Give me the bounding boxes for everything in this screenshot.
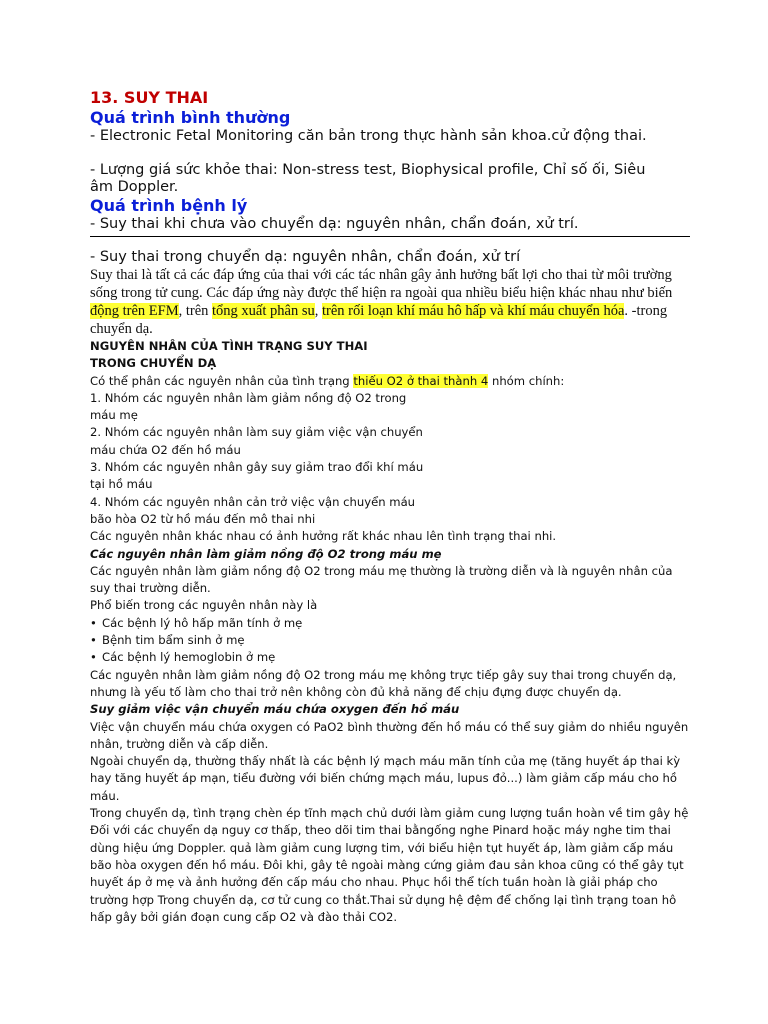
bullet-text: Bệnh tim bẩm sinh ở mẹ — [102, 633, 245, 648]
bullet-mark: • — [90, 615, 97, 630]
cause-item: 1. Nhóm các nguyên nhân làm giảm nồng độ O2 trong — [90, 390, 407, 405]
transport-paragraph-3: Trong chuyển dạ, tình trạng chèn ép tĩnh mạch chủ dưới làm giảm cung lượng tuần hoàn về tim gây hệ Đối với các chuyển dạ nguy cơ thấp, theo dõi tim thai bằngống nghe Pinard hoặc máy nghe tim thai dùng hiệu ứng Doppler. quả làm giảm cung lượng tim, với biểu hiện tụt huyết áp, làm giảm cấp máu bão hòa oxygen đến hồ máu. Đôi khi, gây tê ngoài màng cứng giảm đau sản khoa cũng có thể gây tụt huyết áp ở mẹ và ảnh hưởng đến cấp máu cho nhau. Phục hồi thể tích tuần hoàn là giải pháp cho trường hợp Trong chuyển dạ, cơ tử cung co thắt.Thai sử dụng hệ đệm để chống lại tình trạng toan hô hấp gây bởi gián đoạn cung cấp O2 và đào thải CO2. — [90, 806, 689, 924]
causes-lead — [90, 373, 690, 390]
bullet-item — [90, 615, 690, 632]
cause-item: 4. Nhóm các nguyên nhân cản trở việc vận chuyển máu — [90, 494, 416, 509]
intro-text: , trên — [178, 303, 213, 319]
intro-text: Suy thai là tất cả các đáp ứng của thai với các tác nhân gây ảnh hưởng bất lợi cho thai từ môi trường sống trong tử cung. Các đáp ứng này được thể hiện ra ngoài qua nhiều biểu hiện khác nhau như biến — [90, 267, 673, 301]
causes-lead-text: Có thể phân các nguyên nhân của tình trạng — [90, 373, 354, 388]
causes-note: Các nguyên nhân khác nhau có ảnh hưởng rất khác nhau lên tình trạng thai nhi. — [90, 529, 557, 544]
document-title: 13. SUY THAI — [90, 88, 209, 107]
cause-item: bão hòa O2 từ hồ máu đến mô thai nhi — [90, 511, 316, 526]
divider-line — [90, 236, 690, 237]
bullet-mark: • — [90, 633, 97, 648]
highlight-o2-deficit: thiếu O2 ở thai thành 4 — [353, 373, 489, 388]
cause-item: 2. Nhóm các nguyên nhân làm suy giảm việc vận chuyển — [90, 425, 423, 440]
causes-heading-line2: TRONG CHUYỂN DẠ — [90, 356, 217, 371]
cause-item: 3. Nhóm các nguyên nhân gây suy giảm trao đổi khí máu — [90, 460, 424, 475]
highlight-efm: động trên EFM — [90, 303, 179, 319]
intro-text: , — [314, 303, 322, 319]
subheading-blood-transport: Suy giảm việc vận chuyển máu chứa oxygen đến hồ máu — [90, 702, 460, 717]
section-heading-pathology: Quá trình bệnh lý — [90, 196, 248, 215]
maternal-o2-paragraph-2: Phổ biến trong các nguyên nhân này là — [90, 598, 318, 613]
cause-item: máu mẹ — [90, 408, 138, 423]
intro-paragraph — [90, 266, 690, 338]
causes-heading-line1: NGUYÊN NHÂN CỦA TÌNH TRẠNG SUY THAI — [90, 339, 368, 353]
transport-paragraph-2: Ngoài chuyển dạ, thường thấy nhất là các bệnh lý mạch máu mãn tính của mẹ (tăng huyết áp thai kỳ hay tăng huyết áp mạn, tiểu đường với biến chứng mạch máu, lupus đỏ...) làm giảm cấp máu cho hồ máu. — [90, 754, 681, 803]
cause-item: tại hồ máu — [90, 477, 153, 492]
bullet-item — [90, 632, 690, 649]
bullet-text: Các bệnh lý hô hấp mãn tính ở mẹ — [102, 615, 303, 630]
highlight-meconium: tổng xuất phân su — [212, 303, 315, 319]
normal-line-assessment-2: âm Doppler. — [90, 179, 179, 195]
pathology-line-before-labor: - Suy thai khi chưa vào chuyển dạ: nguyên nhân, chẩn đoán, xử trí. — [90, 216, 579, 232]
normal-line-efm: - Electronic Fetal Monitoring căn bản trong thực hành sản khoa.cử động thai. — [90, 128, 647, 144]
cause-item: máu chứa O2 đến hồ máu — [90, 442, 241, 457]
normal-line-assessment-1: - Lượng giá sức khỏe thai: Non-stress test, Biophysical profile, Chỉ số ối, Siêu — [90, 162, 646, 178]
maternal-o2-paragraph-1: Các nguyên nhân làm giảm nồng độ O2 trong máu mẹ thường là trường diễn và là nguyên nhân của suy thai trường diễn. — [90, 563, 673, 596]
section-heading-normal: Quá trình bình thường — [90, 108, 291, 127]
highlight-blood-gas: trên rối loạn khí máu hô hấp và khí máu chuyển hóa — [321, 303, 625, 319]
bullet-mark: • — [90, 650, 97, 665]
causes-lead-text: nhóm chính: — [488, 373, 565, 388]
document-page — [90, 88, 690, 926]
subheading-maternal-o2: Các nguyên nhân làm giảm nồng độ O2 trong máu mẹ — [90, 546, 442, 561]
maternal-o2-paragraph-3: Các nguyên nhân làm giảm nồng độ O2 trong máu mẹ không trực tiếp gây suy thai trong chuyển dạ, nhưng là yếu tố làm cho thai trở nên không còn đủ khả năng để chịu đựng được chuyển dạ. — [90, 667, 677, 699]
bullet-text: Các bệnh lý hemoglobin ở mẹ — [102, 650, 276, 665]
transport-paragraph-1: Việc vận chuyển máu chứa oxygen có PaO2 bình thường đến hồ máu có thể suy giảm do nhiều nguyên nhân, trường diễn và cấp diễn. — [90, 719, 689, 751]
intro-text: . -trong chuyển dạ. — [90, 303, 668, 337]
pathology-line-in-labor: - Suy thai trong chuyển dạ: nguyên nhân, chẩn đoán, xử trí — [90, 249, 521, 265]
bullet-item — [90, 649, 690, 666]
